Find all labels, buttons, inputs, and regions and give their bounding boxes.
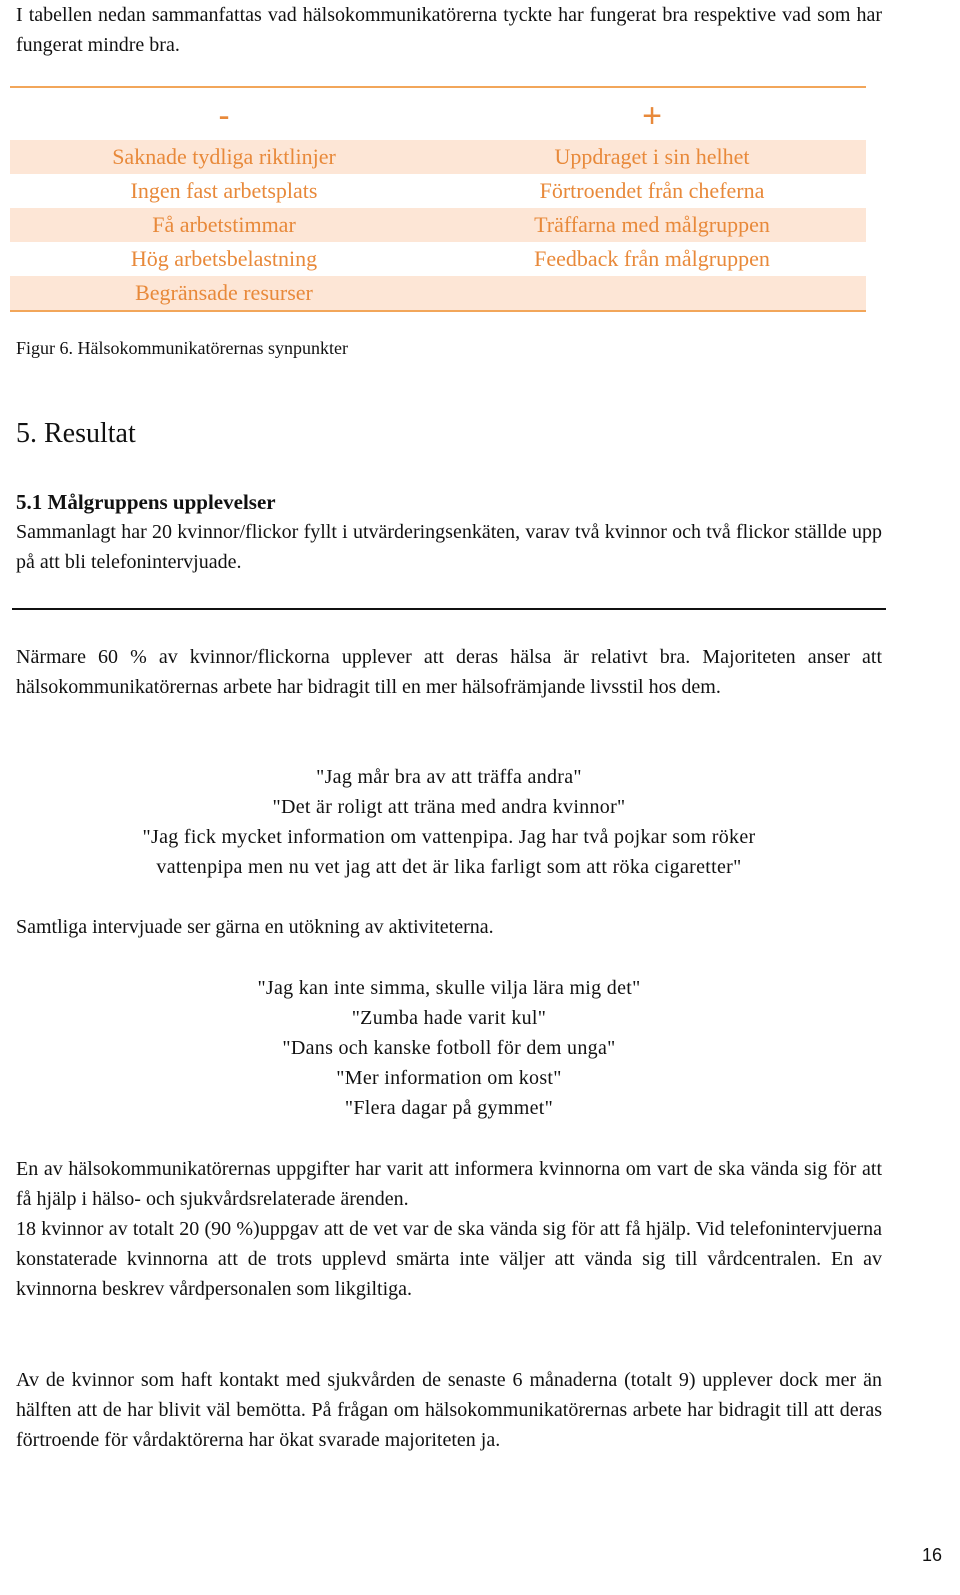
table-row — [10, 276, 866, 310]
quote-line: vattenpipa men nu vet jag att det är lika farligt som att röka cigaretter" — [156, 856, 742, 878]
figure-caption: Figur 6. Hälsokommunikatörernas synpunkter — [16, 338, 348, 358]
table-row — [10, 140, 866, 174]
quote-line: "Flera dagar på gymmet" — [344, 1097, 554, 1119]
quote-block — [16, 762, 882, 882]
plus-header: + — [642, 97, 662, 135]
minus-cell: Hög arbetsbelastning — [130, 246, 318, 271]
quote-line: "Jag fick mycket information om vattenpipa. Jag har två pojkar som röker — [142, 826, 756, 848]
quote-line: "Zumba hade varit kul" — [351, 1007, 547, 1029]
minus-cell: Ingen fast arbetsplats — [130, 178, 318, 203]
minus-cell: Begränsade resurser — [135, 280, 313, 305]
paragraph: 18 kvinnor av totalt 20 (90 %)uppgav att de vet var de ska vända sig för att få hjälp. Vid telefonintervjuerna konstaterade kvinnorna att de trots upplevd smärta inte väljer att vända sig till vårdcentralen. En av kvinnorna beskrev vårdpersonalen som likgiltiga. — [16, 1218, 882, 1300]
minus-cell: Få arbetstimmar — [152, 212, 296, 237]
paragraph: Av de kvinnor som haft kontakt med sjukvården de senaste 6 månaderna (totalt 9) upplever dock mer än hälften att de har blivit väl bemötta. På frågan om hälsokommunikatörernas arbete har bidragit till att deras förtroende för vårdaktörerna har ökat svarade majoriteten ja. — [16, 1369, 882, 1451]
plus-cell: Träffarna med målgruppen — [534, 212, 770, 237]
quote-line: "Mer information om kost" — [336, 1067, 562, 1089]
quote-line: "Det är roligt att träna med andra kvinnor" — [272, 796, 626, 818]
minus-cell: Saknade tydliga riktlinjer — [112, 144, 336, 169]
minus-header: - — [218, 97, 230, 135]
table-row — [10, 208, 866, 242]
paragraph: Närmare 60 % av kvinnor/flickorna upplever att deras hälsa är relativt bra. Majoriteten anser att hälsokommunikatörernas arbete har bidragit till en mer hälsofrämjande livsstil hos dem. — [16, 646, 882, 698]
table-row — [10, 174, 866, 208]
paragraph: Sammanlagt har 20 kvinnor/flickor fyllt i utvärderingsenkäten, varav två kvinnor och två flickor ställde upp på att bli telefonintervjuade. — [16, 521, 882, 573]
paragraph: En av hälsokommunikatörernas uppgifter har varit att informera kvinnorna om vart de ska vända sig för att få hjälp i hälso- och sjukvårdsrelaterade ärenden. — [16, 1158, 882, 1210]
table-header — [10, 88, 866, 140]
section-heading: 5. Resultat — [16, 418, 136, 449]
table-bottom-rule — [10, 310, 866, 312]
subsection-heading: 5.1 Målgruppens upplevelser — [16, 490, 276, 514]
paragraph: Samtliga intervjuade ser gärna en utökning av aktiviteterna. — [16, 916, 494, 938]
summary-table — [10, 86, 866, 312]
quote-line: "Dans och kanske fotboll för dem unga" — [282, 1037, 616, 1059]
plus-cell: Förtroendet från cheferna — [539, 178, 765, 203]
page-number: 16 — [921, 1545, 942, 1565]
quote-line: "Jag mår bra av att träffa andra" — [316, 766, 582, 788]
quote-line: "Jag kan inte simma, skulle vilja lära mig det" — [257, 977, 641, 999]
intro-paragraph: I tabellen nedan sammanfattas vad hälsokommunikatörerna tyckte har fungerat bra respektive vad som har fungerat mindre bra. — [16, 4, 882, 56]
quote-block — [16, 973, 882, 1123]
plus-cell — [438, 276, 866, 310]
horizontal-rule — [12, 608, 886, 610]
plus-cell: Uppdraget i sin helhet — [554, 144, 750, 169]
plus-cell: Feedback från målgruppen — [534, 246, 770, 271]
table-row — [10, 242, 866, 276]
